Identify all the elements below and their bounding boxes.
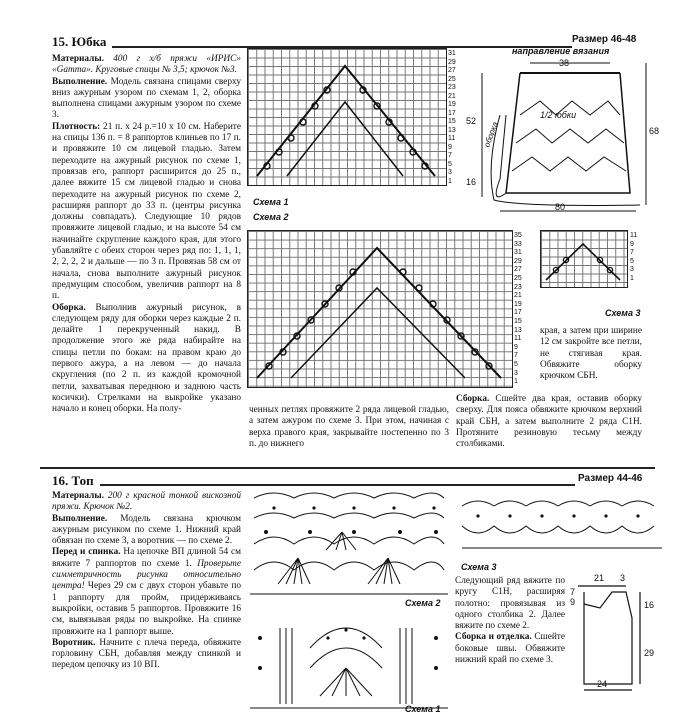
section-16-text-col3 <box>455 576 565 666</box>
exec-text: Модель связана спицами сверху вниз ажурным узором по схемам 1, 2, оборка выполнена спицами ажурным узором по схеме 3. <box>52 76 241 121</box>
top-pattern-9: 9 <box>570 597 576 607</box>
row-number: 21 <box>514 292 522 300</box>
pattern-top-width: 38 <box>559 58 570 68</box>
crochet-scheme-3-caption: Схема 3 <box>461 562 497 572</box>
scheme-1-motif <box>247 48 445 184</box>
row-number: 11 <box>514 335 522 343</box>
row-number: 3 <box>630 266 634 273</box>
front-back-note: Проверьте симметричность рисунка относительно центра! <box>52 558 241 592</box>
density-text: 21 п. х 24 р.=10 х 10 см. Наберите на спицы 136 п. = 8 раппортов клиньев по 17 п. и провяжите 10 см лицевой гладью. Затем переходите на ажурный рисунок по схеме 1, провязав его, раппорт расширится до 25 п., далее вяжите 15 см лицевой гладью и снова переходите на ажурный рисунок по схеме 2, расширяя раппорт до 33 п. (центры рисунка должны совпадать). Следующие 10 рядов провяжите лицевой гладью, и на высоте 54 см начинайте скругление каждого края, для этого убавляйте с обеих сторон через ряд по: 1, 1, 1, 2, 2, 2, 2 и дальше — по 3 п. Провязав 58 см от начала, снова выполните ажурный рисунок предмущим способом, увеличив раппорт на 8 п. <box>52 121 241 302</box>
row-number: 31 <box>448 50 456 57</box>
top-pattern-width2: 3 <box>620 573 626 583</box>
row-number: 33 <box>514 240 522 248</box>
row-number: 31 <box>514 249 522 257</box>
row-number: 27 <box>514 266 522 274</box>
top-exec-label: Выполнение. <box>52 513 108 524</box>
front-back-text-2: Через 29 см с двух сторон убавьте по 1 раппорту для пройм, придерживаясь выкройки, оставив 5 раппортов. Провяжите 16 см, вывязывая ряды по выкройке. На спинке провяжите на 1 раппорт выше. <box>52 581 241 637</box>
row-number: 13 <box>448 126 456 134</box>
section-16-rule <box>100 484 575 486</box>
row-number: 23 <box>514 283 522 291</box>
pattern-right-height: 68 <box>649 126 660 136</box>
row-number: 29 <box>514 257 522 265</box>
row-number: 7 <box>514 352 518 360</box>
top-pattern-29: 29 <box>644 648 655 658</box>
front-back-text: На цепочке ВП длиной 54 см вяжите 7 раппортов по схеме 1. <box>52 547 241 569</box>
scheme-3-motif <box>540 230 626 286</box>
section-16-text-col1 <box>52 491 241 719</box>
front-back-label: Перед и спинка. <box>52 547 121 558</box>
scheme-2-caption: Схема 2 <box>253 212 289 222</box>
scheme-3-row-numbers <box>630 232 637 283</box>
frill-text: Выполнив ажурный рисунок, в следующем ряду для оборки через каждые 2 п. делайте 1 перекрученный накид. В продолжение этого же ряда набирайте на спицы петли по бокам: на правом краю до первого ажура, а на левом — до начала скругления (по 2 п. из каждой кромочной петли, захватывая переднюю и заднюю часть косички). Стрелками на выкройке указано начало и конец оборки. На полу- <box>52 302 241 415</box>
top-materials-label: Материалы. <box>52 491 104 501</box>
section-15-text-col1 <box>52 54 241 459</box>
row-number: 9 <box>630 240 634 248</box>
row-number: 23 <box>448 84 456 91</box>
row-number: 25 <box>448 75 456 83</box>
crochet-scheme-2-caption: Схема 2 <box>405 598 441 608</box>
pattern-half-label: 1/2 юбки <box>540 110 577 120</box>
top-pattern-bottom: 24 <box>597 679 608 689</box>
materials-text: 400 г х/б пряжи «ИРИС» «Gamma». Круговые спицы № 3,5; крючок №3. <box>52 54 241 76</box>
section-15-text-col3a: края, а затем при ширине 12 см закройте все петли, не стягивая края. Обвяжите оборку крючком СБН. <box>540 326 642 382</box>
pattern-frill-height: 16 <box>466 177 477 187</box>
pattern-bottom-width: 80 <box>555 202 566 212</box>
knitting-direction-label: направление вязания <box>512 46 610 56</box>
section-15-size: Размер 46-48 <box>572 34 637 45</box>
row-number: 1 <box>448 177 452 185</box>
top-exec-text: Модель связана крючком ажурным рисунком по схеме 1. Нижний край обвязан по схеме 3, а воротник — по схеме 2. <box>52 513 241 547</box>
pattern-frill-label: оборка <box>482 120 500 149</box>
top-pattern-7: 7 <box>570 587 576 597</box>
row-number: 1 <box>630 274 634 282</box>
section-15-bottom-rule <box>40 467 655 469</box>
row-number: 25 <box>514 274 522 282</box>
density-label: Плотность: <box>52 121 101 132</box>
row-number: 7 <box>448 152 452 159</box>
row-number: 17 <box>514 309 522 317</box>
scheme-2-row-numbers <box>514 232 522 387</box>
row-number: 7 <box>630 249 634 256</box>
crochet-scheme-1-caption: Схема 1 <box>405 704 441 714</box>
section-16-title: 16. Топ <box>52 473 94 488</box>
collar-text: Начните с плеча переда, обвяжите горловину СБН, добавляя между спинкой и передом цепочку из 10 ВП. <box>52 637 241 671</box>
top-pattern <box>574 578 664 694</box>
row-number: 5 <box>630 257 634 265</box>
scheme-1-row-numbers <box>448 50 456 186</box>
row-number: 19 <box>448 101 456 108</box>
top-materials-text: 200 г красной тонкой вискозной пряжи. Крючок №2. <box>52 491 241 513</box>
row-number: 15 <box>448 118 456 125</box>
top-pattern-width: 21 <box>594 573 605 583</box>
row-number: 9 <box>514 343 518 351</box>
row-number: 3 <box>448 169 452 176</box>
scheme-2-motif <box>247 230 511 386</box>
row-number: 9 <box>448 143 452 151</box>
section-15-title: 15. Юбка <box>52 34 107 49</box>
top-next-row-text: Следующий ряд вяжите по кругу С1Н, расширяя полотно: провязывая из одного столбика 2. Далее вяжите по схеме 2. <box>455 576 565 632</box>
top-pattern-16: 16 <box>644 600 655 610</box>
top-assembly-text: Сшейте боковые швы. Обвяжите нижний край по схеме 3. <box>455 632 565 666</box>
crochet-scheme-1 <box>250 608 448 712</box>
row-number: 5 <box>448 160 452 168</box>
row-number: 17 <box>448 109 456 117</box>
row-number: 21 <box>448 92 456 100</box>
section-16-size: Размер 44-46 <box>578 473 643 484</box>
materials-label: Материалы. <box>52 54 104 64</box>
section-15-text-col3b <box>456 394 642 450</box>
row-number: 11 <box>448 135 456 142</box>
row-number: 5 <box>514 360 518 368</box>
frill-label: Оборка. <box>52 302 86 313</box>
row-number: 29 <box>448 58 456 66</box>
row-number: 15 <box>514 317 522 325</box>
pattern-left-height: 52 <box>466 116 477 126</box>
row-number: 3 <box>514 369 518 377</box>
row-number: 1 <box>514 378 518 386</box>
section-15-text-col2: ченных петлях провяжите 2 ряда лицевой гладью, а затем ажуром по схеме 3. При этом, начиная с верха правого края, закрывайте постепенно по 3 п. до нижнего <box>249 405 449 449</box>
assembly-label: Сборка. <box>456 394 490 404</box>
crochet-scheme-2 <box>250 488 448 602</box>
row-number: 13 <box>514 326 522 334</box>
exec-label: Выполнение. <box>52 76 108 87</box>
row-number: 27 <box>448 67 456 74</box>
top-assembly-label: Сборка и отделка. <box>455 632 532 643</box>
crochet-scheme-3 <box>458 496 668 556</box>
collar-label: Воротник. <box>52 637 96 648</box>
assembly-text: Сшейте два края, оставив оборку сверху. Для пояса обвяжите крючком верхний край СБН, а затем выполните 2 ряда С1Н. Протяните резиновую тесьму между столбиками. <box>456 394 642 450</box>
row-number: 19 <box>514 300 522 308</box>
scheme-1-caption: Схема 1 <box>253 197 289 207</box>
scheme-3-caption: Схема 3 <box>605 308 641 318</box>
row-number: 11 <box>630 232 638 239</box>
row-number: 35 <box>514 232 522 239</box>
